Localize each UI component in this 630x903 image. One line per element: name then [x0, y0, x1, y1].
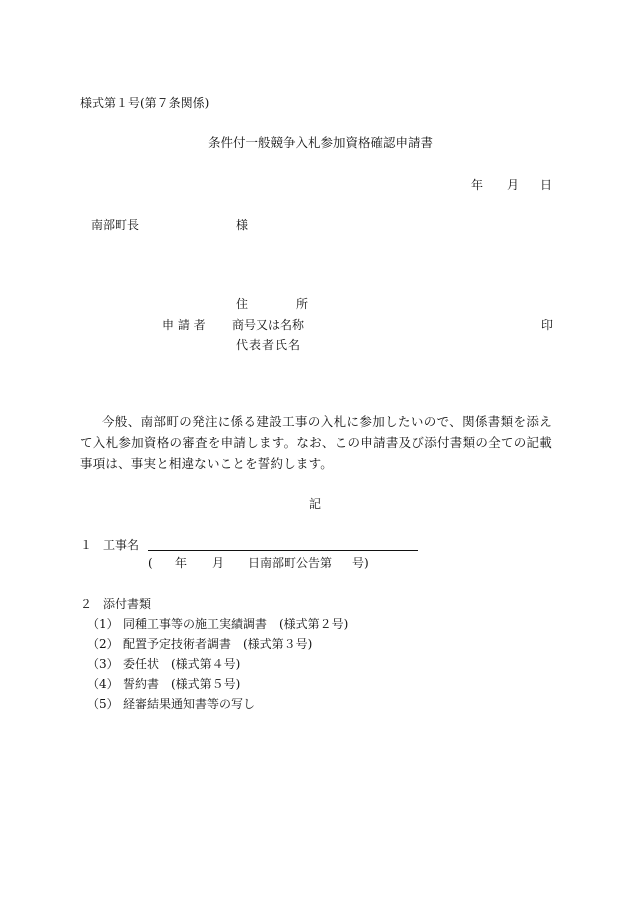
address-label-2: 所: [296, 297, 309, 311]
date-year: 年: [471, 178, 484, 192]
attachment-number: （2）: [87, 637, 119, 651]
attachment-number: （4）: [87, 677, 119, 691]
section1-number: １: [80, 538, 93, 552]
notice-year: 年: [175, 556, 188, 570]
section2-label: 添付書類: [103, 597, 152, 611]
representative-label: 代表者氏名: [236, 338, 302, 352]
recipient-honorific: 様: [236, 218, 249, 232]
section1-label: 工事名: [103, 538, 140, 552]
document-title: 条件付一般競争入札参加資格確認申請書: [208, 135, 434, 150]
attachment-number: （3）: [87, 657, 119, 671]
attachment-text: 経審結果通知書等の写し: [123, 697, 256, 711]
form-number: 様式第１号(第７条関係): [80, 96, 210, 110]
date-day: 日: [540, 178, 553, 192]
applicant-label: 申 請 者: [162, 318, 206, 332]
attachment-text: 同種工事等の施工実績調書 (様式第２号): [123, 617, 349, 631]
attachment-number: （5）: [87, 697, 119, 711]
attachment-number: （1）: [87, 617, 119, 631]
attachment-text: 委任状 (様式第４号): [123, 657, 241, 671]
notice-month: 月: [212, 556, 225, 570]
address-label-1: 住: [236, 297, 249, 311]
section2-number: ２: [80, 597, 93, 611]
notice-number: 号): [352, 556, 369, 570]
company-name-label: 商号又は名称: [232, 318, 305, 332]
body-paragraph: 今般、南部町の発注に係る建設工事の入札に参加したいので、関係書類を添えて入札参加資格の審査を申請します。なお、この申請書及び添付書類の全ての記載事項は、事実と相違ないことを誓約します。: [80, 414, 552, 471]
construction-name-underline: [148, 550, 418, 551]
seal-mark: 印: [541, 318, 554, 332]
date-month: 月: [507, 178, 520, 192]
notice-open-paren: (: [148, 556, 153, 570]
notice-day-text: 日南部町公告第: [248, 556, 333, 570]
attachment-text: 配置予定技術者調書 (様式第３号): [123, 637, 313, 651]
recipient-name: 南部町長: [91, 218, 140, 232]
attachment-text: 誓約書 (様式第５号): [123, 677, 241, 691]
ki-heading: 記: [309, 497, 322, 511]
